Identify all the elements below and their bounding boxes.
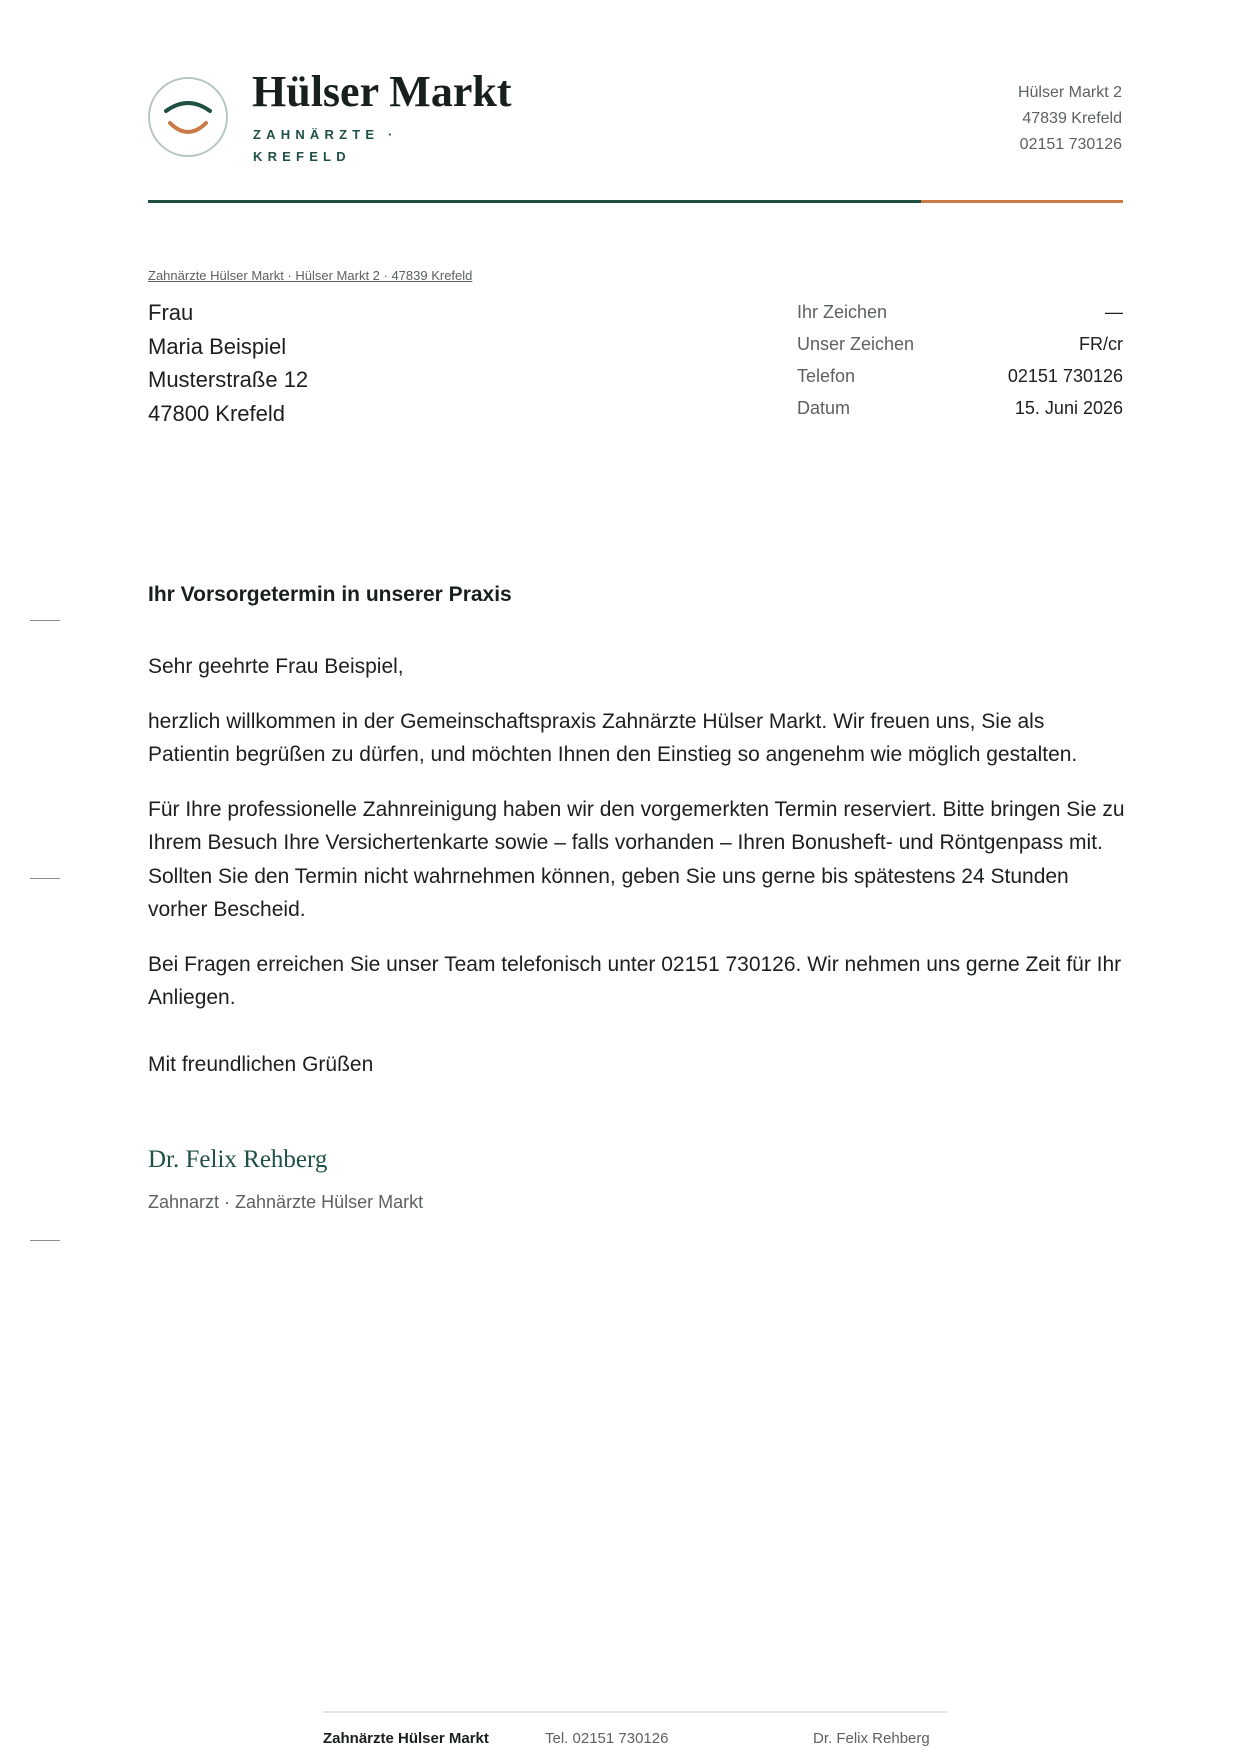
smile-logo-icon	[148, 77, 228, 157]
recipient-city: 47800 Krefeld	[148, 400, 285, 426]
reference-label: Datum	[797, 398, 851, 418]
footer-phone: Tel. 02151 730126	[545, 1730, 669, 1747]
reference-value: FR/cr	[1079, 334, 1123, 354]
header-rule-accent	[921, 200, 1123, 203]
fold-mark	[30, 620, 60, 621]
letter-paragraph: Bei Fragen erreichen Sie unser Team telefonisch unter 02151 730126. Wir nehmen uns gerne Zeit für Ihr Anliegen.	[148, 952, 1122, 1009]
recipient-street: Musterstraße 12	[148, 367, 309, 392]
reference-row	[797, 296, 1123, 328]
reference-row	[797, 392, 1123, 424]
signature-role: Zahnarzt · Zahnärzte Hülser Markt	[148, 1192, 424, 1212]
footer-doctor: Dr. Felix Rehberg	[813, 1730, 930, 1747]
header-city: 47839 Krefeld	[1022, 110, 1122, 127]
reference-value: 15. Juni 2026	[1014, 398, 1123, 418]
practice-subtitle-line2: KREFELD	[253, 149, 351, 164]
letter-greeting: Sehr geehrte Frau Beispiel,	[148, 655, 404, 678]
practice-subtitle-line1: ZAHNÄRZTE ·	[253, 127, 398, 142]
recipient-name: Maria Beispiel	[148, 333, 287, 359]
letter-subject: Ihr Vorsorgetermin in unserer Praxis	[148, 583, 512, 606]
fold-mark	[30, 878, 60, 879]
header-contact	[1018, 80, 1122, 158]
fold-mark	[30, 1240, 60, 1241]
letter-paragraph: herzlich willkommen in der Gemeinschaftspraxis Zahnärzte Hülser Markt. Wir freuen uns, Sie als Patientin begrüßen zu dürfen, und möchten Ihnen den Einstieg so angenehm wie möglich gestalten.	[148, 709, 1078, 766]
footer-rule	[323, 1711, 947, 1713]
signature-name: Dr. Felix Rehberg	[148, 1146, 328, 1173]
practice-subtitle	[253, 124, 433, 168]
reference-label: Ihr Zeichen	[797, 302, 888, 322]
reference-value: 02151 730126	[1007, 366, 1123, 386]
letter-body	[148, 650, 1128, 1081]
footer-practice: Zahnärzte Hülser Markt	[323, 1730, 489, 1747]
practice-title: Hülser Markt	[252, 67, 512, 116]
reference-row	[797, 360, 1123, 392]
return-address: Zahnärzte Hülser Markt · Hülser Markt 2 · 47839 Krefeld	[148, 268, 473, 283]
reference-value: —	[1105, 302, 1123, 322]
recipient-salutation: Frau	[148, 300, 194, 325]
header-phone: 02151 730126	[1019, 136, 1122, 153]
reference-table	[797, 296, 1123, 424]
reference-label: Unser Zeichen	[797, 334, 915, 354]
header-rule-primary	[148, 200, 921, 203]
reference-label: Telefon	[797, 366, 856, 386]
recipient-address	[148, 296, 308, 430]
header-street: Hülser Markt 2	[1017, 84, 1122, 101]
letter-closing: Mit freundlichen Grüßen	[148, 1052, 374, 1076]
reference-row	[797, 328, 1123, 360]
letter-paragraph: Für Ihre professionelle Zahnreinigung haben wir den vorgemerkten Termin reserviert. Bitte bringen Sie zu Ihrem Besuch Ihre Versichertenkarte sowie – falls vorhanden – Ihren Bonusheft- und Röntgenpass mit. Sollten Sie den Termin nicht wahrnehmen können, geben Sie uns gerne bis spätestens 24 Stunden vorher Bescheid.	[148, 797, 1125, 921]
